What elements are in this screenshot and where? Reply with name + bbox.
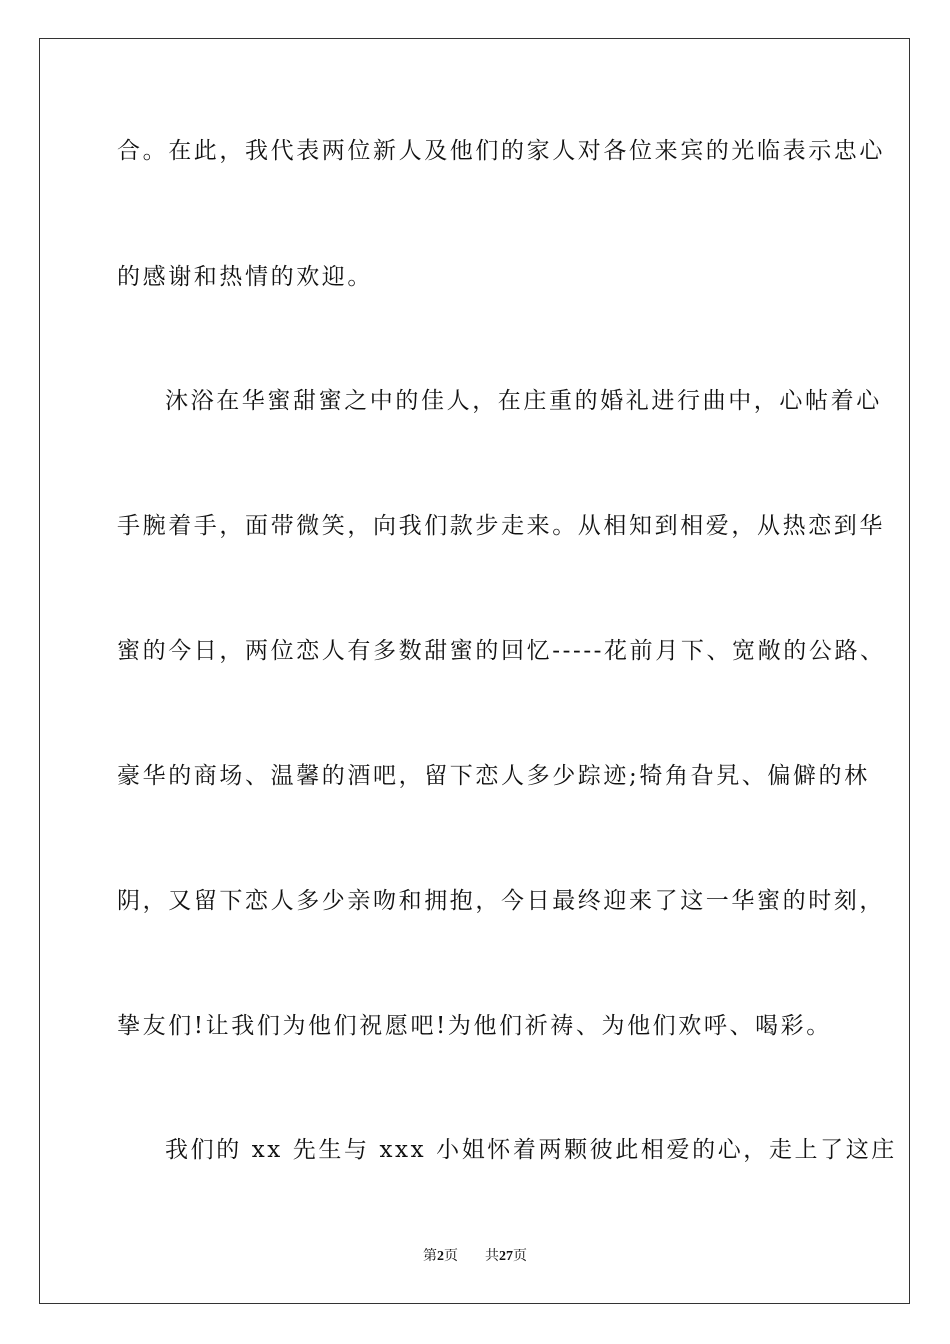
total-page-count: 27 xyxy=(498,1249,513,1264)
body-text-line: 挚友们!让我们为他们祝愿吧!为他们祈祷、为他们欢呼、喝彩。 xyxy=(117,1013,832,1039)
paragraph-start-line: 沐浴在华蜜甜蜜之中的佳人，在庄重的婚礼进行曲中，心帖着心 xyxy=(165,388,882,414)
page-number-prefix: 第 xyxy=(423,1248,438,1264)
body-text-line: 豪华的商场、温馨的酒吧，留下恋人多少踪迹;犄角旮旯、偏僻的林 xyxy=(117,763,870,789)
total-pages-suffix: 页 xyxy=(512,1248,527,1264)
current-page-number: 2 xyxy=(437,1249,445,1264)
total-pages-prefix: 共 xyxy=(484,1248,499,1264)
body-text-line: 合。在此，我代表两位新人及他们的家人对各位来宾的光临表示忠心 xyxy=(117,138,885,164)
page-border xyxy=(39,38,910,1304)
body-text-line: 蜜的今日，两位恋人有多数甜蜜的回忆-----花前月下、宽敞的公路、 xyxy=(117,638,886,664)
page-footer xyxy=(0,1247,950,1266)
body-text-line: 阴，又留下恋人多少亲吻和拥抱，今日最终迎来了这一华蜜的时刻， xyxy=(117,888,885,914)
body-text-line: 的感谢和热情的欢迎。 xyxy=(117,264,373,290)
page-number-suffix: 页 xyxy=(444,1248,459,1264)
body-text-line: 手腕着手，面带微笑，向我们款步走来。从相知到相爱，从热恋到华 xyxy=(117,513,885,539)
paragraph-start-line: 我们的 xx 先生与 xxx 小姐怀着两颗彼此相爱的心，走上了这庄 xyxy=(165,1137,897,1163)
